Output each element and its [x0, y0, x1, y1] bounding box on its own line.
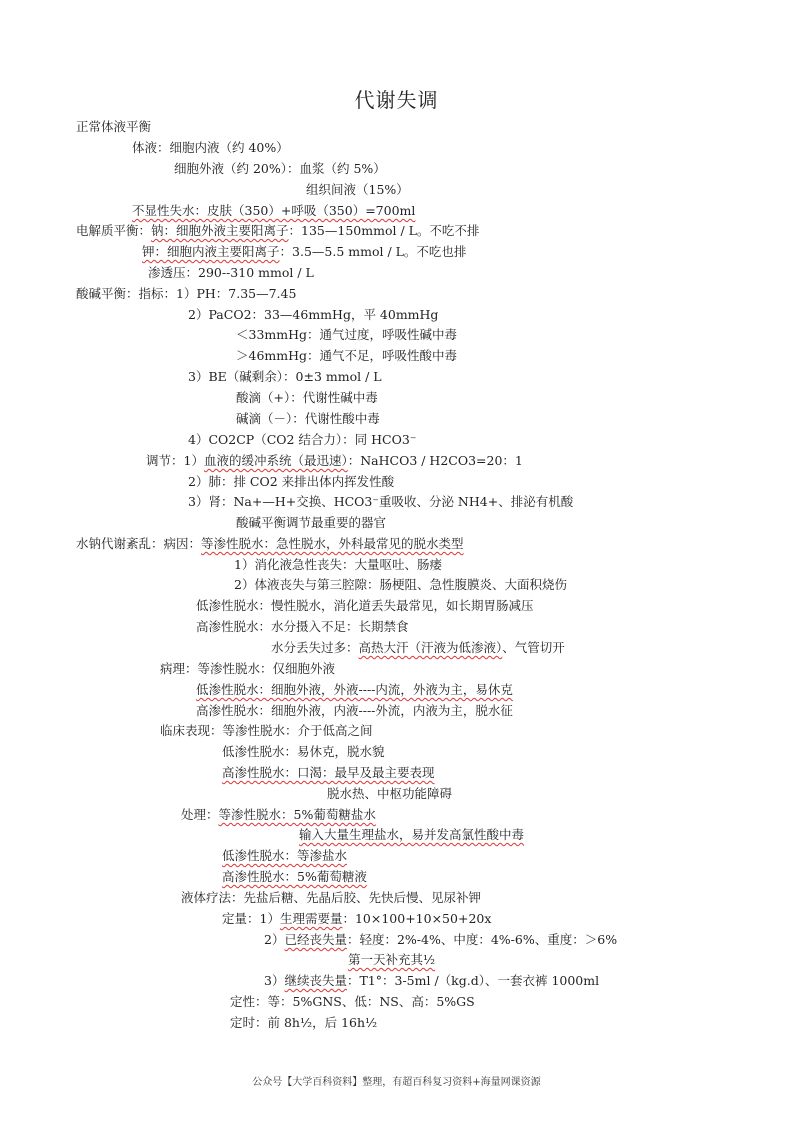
line-text: 2）肺：排 CO2 来排出体内挥发性酸: [188, 474, 395, 489]
footer-note: 公众号【大学百科资料】整理，有超百科复习资料+海量网课资源: [252, 1077, 541, 1088]
line-text: 处理：: [181, 807, 219, 822]
text-line: [132, 202, 415, 220]
text-line: [76, 535, 464, 553]
text-line: [196, 681, 513, 699]
text-line: [264, 931, 617, 949]
text-line: [222, 764, 435, 782]
underlined-text: 高热大汗（汗液为低渗液）: [358, 640, 503, 655]
underlined-text: 不显性失水：皮肤（350）+呼吸（350）=700ml: [132, 203, 416, 218]
line-text: 定量：1）: [222, 911, 280, 926]
underlined-text: 生理需要量: [279, 911, 343, 926]
text-line: [146, 452, 523, 470]
line-text: 2）: [264, 932, 285, 947]
line-text: ：NaHCO3 / H2CO3=20：1: [347, 453, 523, 468]
underlined-text: 已经丧失量: [284, 932, 347, 947]
underlined-text: 等渗性脱水：急性脱水，外科最常见的脱水类型: [201, 536, 464, 551]
text-line: [264, 972, 599, 990]
line-text: 调节：1）: [146, 453, 204, 468]
line-text: 4）CO2CP（CO2 结合力）：同 HCO3⁻: [188, 432, 417, 447]
text-line: [327, 785, 452, 803]
text-line: [234, 576, 567, 594]
text-line: [188, 493, 573, 511]
text-line: [142, 243, 466, 261]
line-text: 低渗性脱水：慢性脱水，消化道丢失最常见，如长期胃肠减压: [196, 598, 534, 613]
line-text: 病理：等渗性脱水：仅细胞外液: [160, 661, 336, 676]
text-line: [230, 993, 475, 1011]
text-line: [196, 702, 513, 720]
text-line: [196, 618, 409, 636]
line-text: 3）BE（碱剩余）：0±3 mmol / L: [188, 369, 382, 384]
line-text: 高渗性脱水：细胞外液，内液----外流，内液为主，脱水征: [196, 703, 513, 718]
text-line: [188, 473, 394, 491]
line-text: ：轻度：2%-4%、中度：4%-6%、重度：＞6%: [346, 932, 618, 947]
text-line: [181, 889, 481, 907]
line-text: 水钠代谢紊乱：病因：: [76, 536, 202, 551]
text-line: [181, 806, 376, 824]
text-line: [236, 326, 457, 344]
line-text: ：T1°：3-5ml /（kg.d）、一套衣裤 1000ml: [346, 973, 600, 988]
document-title: 代谢失调: [354, 88, 439, 112]
underlined-text: 低渗性脱水：等渗盐水: [222, 848, 348, 863]
line-text: 体液：细胞内液（约 40%）: [132, 140, 289, 155]
text-line: [174, 160, 386, 178]
line-text: 低渗性脱水：易休克，脱水貌: [222, 744, 385, 759]
text-line: [188, 368, 382, 386]
line-text: 酸滴（+）：代谢性碱中毒: [236, 390, 378, 405]
underlined-text: 继续丧失量: [284, 973, 347, 988]
line-text: 电解质平衡：: [76, 223, 152, 238]
line-text: 细胞外液（约 20%）：血浆（约 5%）: [174, 161, 386, 176]
text-line: [76, 222, 479, 240]
line-text: 高渗性脱水：水分摄入不足：长期禁食: [196, 619, 409, 634]
text-line: [132, 139, 289, 157]
underlined-text: 钾：细胞内液主要阳离子: [142, 244, 280, 259]
line-text: 定时：前 8h½，后 16h½: [230, 1015, 378, 1030]
underlined-text: 钠：细胞外液主要阳离子: [151, 223, 289, 238]
text-line: [160, 660, 335, 678]
text-line: [188, 306, 438, 324]
line-text: 临床表现：等渗性脱水：介于低高之间: [160, 723, 373, 738]
text-line: [222, 847, 347, 865]
line-text: 碱滴（－）：代谢性酸中毒: [236, 411, 380, 426]
line-text: 2）体液丧失与第三腔隙：肠梗阻、急性腹膜炎、大面积烧伤: [234, 577, 567, 592]
underlined-text: 等渗性脱水：5%葡萄糖盐水: [218, 807, 376, 822]
underlined-text: 第一天补充其½: [348, 952, 436, 967]
text-line: [222, 910, 491, 928]
line-text: ：3.5—5.5 mmol / L。不吃也排: [279, 244, 467, 259]
text-line: [160, 722, 373, 740]
text-line: [236, 389, 378, 407]
text-line: [306, 181, 409, 199]
underlined-text: 输入大量生理盐水，易并发高氯性酸中毒: [299, 827, 525, 842]
line-text: ：10×100+10×50+20x: [342, 911, 492, 926]
line-text: 渗透压：290--310 mmol / L: [148, 265, 314, 280]
line-text: 定性：等：5%GNS、低：NS、高：5%GS: [230, 994, 475, 1009]
underlined-text: 血液的缓冲系统（最迅速）: [203, 453, 348, 468]
line-text: 、气管切开: [502, 640, 565, 655]
text-line: [236, 514, 386, 532]
line-text: 脱水热、中枢功能障碍: [327, 786, 453, 801]
underlined-text: 低渗性脱水：细胞外液，外液----内流，外液为主，易休克: [196, 682, 513, 697]
line-text: 水分丢失过多：: [271, 640, 359, 655]
line-text: 3）肾：Na+—H+交换、HCO3⁻重吸收、分泌 NH4+、排泌有机酸: [188, 494, 574, 509]
text-line: [230, 1014, 377, 1032]
line-text: 酸碱平衡：指标：1）PH：7.35—7.45: [76, 286, 297, 301]
underlined-text: 高渗性脱水：口渴：最早及最主要表现: [222, 765, 435, 780]
line-text: ＜33mmHg：通气过度，呼吸性碱中毒: [236, 327, 458, 342]
text-line: [299, 826, 524, 844]
line-text: 2）PaCO2：33—46mmHg，平 40mmHg: [188, 307, 439, 322]
text-line: [236, 410, 380, 428]
line-text: 3）: [264, 973, 285, 988]
text-line: [76, 118, 151, 136]
line-text: 液体疗法：先盐后糖、先晶后胶、先快后慢、见尿补钾: [181, 890, 482, 905]
line-text: 1）消化液急性丧失：大量呕吐、肠瘘: [234, 557, 442, 572]
line-text: 组织间液（15%）: [306, 182, 409, 197]
underlined-text: 高渗性脱水：5%葡萄糖液: [222, 869, 367, 884]
line-text: ：135—150mmol / L。不吃不排: [288, 223, 480, 238]
text-line: [76, 285, 296, 303]
text-line: [234, 556, 442, 574]
text-line: [196, 597, 534, 615]
text-line: [188, 431, 416, 449]
text-line: [348, 951, 435, 969]
text-line: [222, 743, 385, 761]
text-line: [271, 639, 565, 657]
text-line: [222, 868, 367, 886]
line-text: 正常体液平衡: [76, 119, 152, 134]
line-text: 酸碱平衡调节最重要的器官: [236, 515, 387, 530]
text-line: [236, 347, 457, 365]
line-text: ＞46mmHg：通气不足，呼吸性酸中毒: [236, 348, 458, 363]
text-line: [148, 264, 314, 282]
